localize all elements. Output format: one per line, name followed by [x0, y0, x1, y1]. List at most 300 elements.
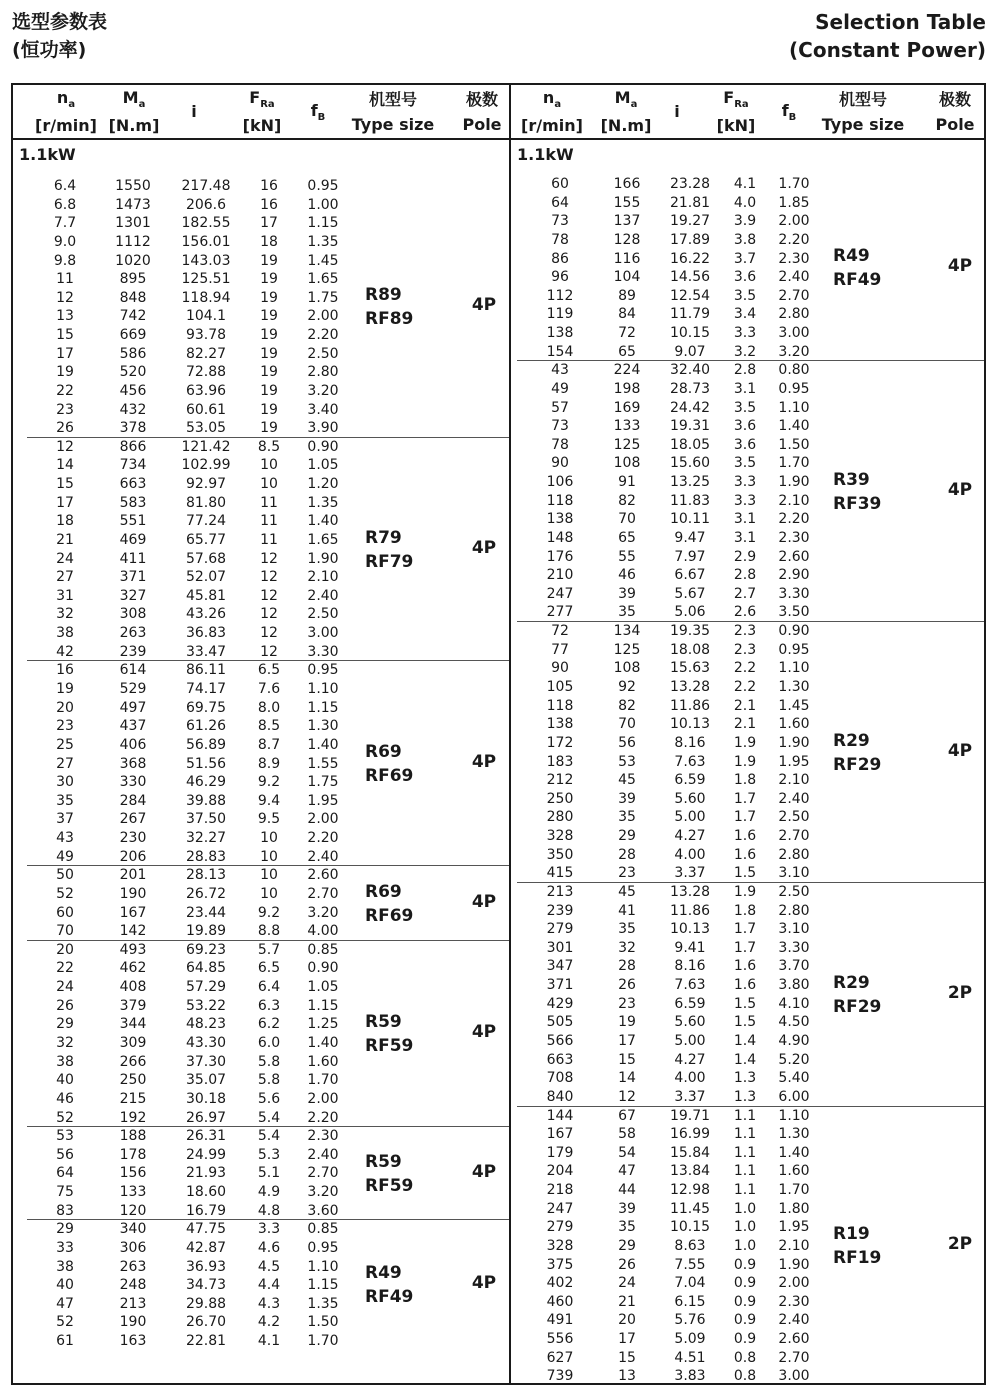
- cell-speed: 105: [546, 679, 574, 695]
- type-size-r: R39: [833, 469, 870, 490]
- cell-torque: 462: [119, 960, 147, 977]
- cell-torque: 39: [618, 1200, 636, 1217]
- cell-ratio: 43.30: [185, 1034, 227, 1051]
- cell-service-factor: 1.30: [778, 1126, 810, 1143]
- pole-label: 4P: [947, 740, 973, 761]
- cell-speed: 22: [56, 382, 74, 399]
- cell-ratio: 16.99: [669, 1126, 711, 1143]
- cell-service-factor: 1.90: [778, 734, 810, 751]
- cell-service-factor: 1.15: [307, 997, 339, 1014]
- pole-label: 4P: [471, 1161, 497, 1182]
- cell-service-factor: 1.75: [307, 289, 339, 306]
- cell-ratio: 182.55: [181, 215, 231, 232]
- cell-service-factor: 1.20: [307, 476, 339, 493]
- cell-torque: 45: [618, 772, 636, 789]
- cell-service-factor: 0.90: [307, 960, 339, 977]
- cell-ratio: 3.83: [674, 1368, 706, 1385]
- header-fb-symbol: [782, 98, 797, 126]
- cell-ratio: 26.72: [185, 885, 227, 902]
- table-row: [511, 771, 984, 790]
- header-fb-subscript: B: [788, 111, 797, 123]
- cell-speed: 112: [546, 287, 574, 304]
- cell-torque: 239: [119, 643, 147, 660]
- cell-torque: 406: [119, 736, 147, 753]
- header-pole-cn: 极数: [938, 89, 971, 109]
- cell-radial-load: 11: [260, 513, 278, 530]
- type-size-label: [833, 1222, 881, 1270]
- cell-speed: 32: [56, 606, 74, 623]
- cell-speed: 138: [546, 325, 574, 342]
- cell-service-factor: 3.30: [778, 585, 810, 602]
- cell-speed: 402: [546, 1275, 574, 1292]
- cell-speed: 27: [56, 569, 74, 586]
- cell-speed: 49: [56, 848, 74, 865]
- cell-radial-load: 6.0: [257, 1034, 281, 1051]
- cell-speed: 328: [546, 1237, 574, 1254]
- cell-ratio: 12.54: [669, 287, 711, 304]
- cell-torque: 125: [613, 436, 641, 453]
- header-ma-symbol: [615, 85, 638, 113]
- table-row: [511, 641, 984, 660]
- table-row: [13, 997, 509, 1016]
- cell-radial-load: 19: [260, 382, 278, 399]
- cell-radial-load: 12: [260, 569, 278, 586]
- cell-torque: 12: [618, 1088, 636, 1105]
- cell-service-factor: 3.20: [307, 382, 339, 399]
- cell-speed: 460: [546, 1293, 574, 1310]
- cell-radial-load: 0.8: [733, 1368, 757, 1385]
- cell-radial-load: 9.2: [257, 774, 281, 791]
- cell-radial-load: 1.1: [733, 1126, 757, 1143]
- cell-radial-load: 18: [260, 233, 278, 250]
- header-ma-symbol: [123, 85, 146, 113]
- cell-torque: 20: [618, 1312, 636, 1329]
- table-row: [13, 978, 509, 997]
- cell-speed: 106: [546, 474, 574, 491]
- table-row: [511, 1349, 984, 1368]
- cell-ratio: 5.00: [674, 809, 706, 826]
- cell-torque: 327: [119, 587, 147, 604]
- cell-speed: 90: [551, 660, 569, 677]
- type-size-r: R29: [833, 972, 870, 993]
- cell-speed: 33: [56, 1239, 74, 1256]
- cell-speed: 46: [56, 1090, 74, 1107]
- cell-ratio: 19.35: [669, 623, 711, 640]
- cell-torque: 24: [618, 1275, 636, 1292]
- cell-radial-load: 1.1: [733, 1163, 757, 1180]
- table-row: [13, 848, 509, 867]
- cell-torque: 224: [613, 362, 641, 379]
- cell-speed: 6.4: [53, 178, 77, 194]
- cell-ratio: 72.88: [185, 364, 227, 381]
- cell-service-factor: 1.55: [307, 755, 339, 772]
- cell-ratio: 82.27: [185, 345, 227, 362]
- cell-torque: 29: [618, 1237, 636, 1254]
- cell-ratio: 45.81: [185, 587, 227, 604]
- cell-radial-load: 8.7: [257, 736, 281, 753]
- cell-speed: 328: [546, 828, 574, 845]
- table-row: [511, 1051, 984, 1070]
- cell-speed: 38: [56, 1053, 74, 1070]
- cell-radial-load: 3.6: [733, 418, 757, 435]
- cell-radial-load: 1.5: [733, 1014, 757, 1031]
- cell-radial-load: 2.6: [733, 604, 757, 621]
- table-row: [13, 699, 509, 718]
- type-size-r: R59: [365, 1011, 402, 1032]
- cell-radial-load: 19: [260, 420, 278, 437]
- cell-speed: 9.0: [53, 233, 77, 250]
- cell-speed: 90: [551, 455, 569, 472]
- cell-speed: 70: [56, 923, 74, 940]
- cell-torque: 166: [613, 176, 641, 192]
- cell-ratio: 13.84: [669, 1163, 711, 1180]
- cell-ratio: 9.47: [674, 529, 706, 546]
- cell-speed: 138: [546, 511, 574, 528]
- cell-ratio: 217.48: [181, 178, 231, 194]
- cell-service-factor: 2.10: [778, 492, 810, 509]
- pole-label: 4P: [471, 537, 497, 558]
- cell-speed: 24: [56, 550, 74, 567]
- cell-radial-load: 0.9: [733, 1312, 757, 1329]
- table-row: [13, 382, 509, 401]
- header-type: [343, 85, 443, 138]
- cell-radial-load: 6.3: [257, 997, 281, 1014]
- cell-speed: 663: [546, 1051, 574, 1068]
- table-row: [511, 939, 984, 958]
- cell-ratio: 33.47: [185, 643, 227, 660]
- selection-table: [11, 83, 986, 1385]
- table-row: [511, 454, 984, 473]
- cell-radial-load: 10: [260, 867, 278, 884]
- table-row: [13, 1220, 509, 1239]
- cell-ratio: 7.63: [674, 753, 706, 770]
- cell-torque: 1020: [115, 252, 151, 269]
- type-size-rf: RF49: [833, 270, 882, 291]
- cell-torque: 23: [618, 995, 636, 1012]
- table-row: [13, 773, 509, 792]
- cell-torque: 344: [119, 1016, 147, 1033]
- table-row: [511, 529, 984, 548]
- header-i-symbol: i: [674, 102, 680, 121]
- cell-service-factor: 1.80: [778, 1200, 810, 1217]
- table-row: [13, 717, 509, 736]
- cell-speed: 12: [56, 438, 74, 455]
- cell-torque: 330: [119, 774, 147, 791]
- header-na-subscript: a: [68, 99, 76, 110]
- cell-service-factor: 3.00: [307, 625, 339, 642]
- cell-radial-load: 2.2: [733, 679, 757, 695]
- type-size-rf: RF49: [365, 1287, 414, 1308]
- cell-speed: 23: [56, 401, 74, 418]
- cell-torque: 1112: [115, 233, 151, 250]
- cell-radial-load: 1.6: [733, 958, 757, 975]
- cell-ratio: 39.88: [185, 792, 227, 809]
- cell-service-factor: 2.90: [778, 567, 810, 584]
- cell-service-factor: 1.15: [307, 1277, 339, 1294]
- table-row: [511, 957, 984, 976]
- cell-service-factor: 2.30: [778, 250, 810, 267]
- cell-speed: 32: [56, 1034, 74, 1051]
- table-row: [13, 661, 509, 680]
- cell-speed: 72: [551, 623, 569, 640]
- cell-ratio: 7.63: [674, 977, 706, 994]
- cell-torque: 493: [119, 941, 147, 958]
- cell-torque: 55: [618, 548, 636, 565]
- table-row: [13, 792, 509, 811]
- cell-ratio: 9.07: [674, 343, 706, 360]
- cell-torque: 206: [119, 848, 147, 865]
- cell-service-factor: 3.00: [778, 325, 810, 342]
- cell-torque: 156: [119, 1165, 147, 1182]
- cell-ratio: 9.41: [674, 939, 706, 956]
- header-i-symbol: i: [191, 102, 197, 121]
- cell-torque: 65: [618, 529, 636, 546]
- cell-radial-load: 3.5: [733, 455, 757, 472]
- pole-label: 2P: [947, 982, 973, 1003]
- cell-torque: 133: [613, 418, 641, 435]
- table-row: [511, 976, 984, 995]
- cell-ratio: 10.11: [669, 511, 711, 528]
- table-row: [511, 1218, 984, 1237]
- cell-service-factor: 2.20: [307, 1109, 339, 1126]
- cell-ratio: 32.27: [185, 830, 227, 847]
- cell-radial-load: 4.1: [733, 176, 757, 192]
- cell-service-factor: 3.70: [778, 958, 810, 975]
- cell-service-factor: 2.70: [778, 1349, 810, 1366]
- cell-service-factor: 1.30: [307, 718, 339, 735]
- cell-radial-load: 3.5: [733, 287, 757, 304]
- cell-torque: 104: [613, 269, 641, 286]
- type-size-r: R69: [365, 881, 402, 902]
- cell-torque: 15: [618, 1051, 636, 1068]
- cell-radial-load: 5.7: [257, 941, 281, 958]
- type-size-label: [365, 740, 413, 788]
- cell-radial-load: 2.3: [733, 623, 757, 640]
- cell-service-factor: 2.10: [307, 569, 339, 586]
- cell-speed: 22: [56, 960, 74, 977]
- cell-torque: 1301: [115, 215, 151, 232]
- cell-speed: 9.8: [53, 252, 77, 269]
- cell-torque: 14: [618, 1070, 636, 1087]
- cell-speed: 52: [56, 885, 74, 902]
- table-row: [511, 250, 984, 269]
- cell-radial-load: 3.1: [733, 511, 757, 528]
- table-row: [511, 753, 984, 772]
- pole-label: 4P: [471, 751, 497, 772]
- cell-service-factor: 1.90: [778, 1256, 810, 1273]
- cell-ratio: 16.79: [185, 1202, 227, 1219]
- cell-torque: 213: [119, 1295, 147, 1312]
- cell-torque: 848: [119, 289, 147, 306]
- header-ma-letter: M: [614, 88, 631, 107]
- type-size-r: R69: [365, 741, 402, 762]
- cell-torque: 215: [119, 1090, 147, 1107]
- cell-torque: 45: [618, 883, 636, 900]
- cell-speed: 213: [546, 883, 574, 900]
- cell-ratio: 5.09: [674, 1331, 706, 1348]
- cell-speed: 56: [56, 1146, 74, 1163]
- table-row: [13, 1127, 509, 1146]
- cell-radial-load: 3.4: [733, 306, 757, 323]
- cell-speed: 20: [56, 699, 74, 716]
- header-fra: [711, 85, 761, 138]
- cell-speed: 119: [546, 306, 574, 323]
- table-row: [13, 233, 509, 252]
- cell-ratio: 37.50: [185, 811, 227, 828]
- cell-ratio: 28.83: [185, 848, 227, 865]
- cell-service-factor: 2.00: [778, 1275, 810, 1292]
- table-header: [511, 85, 984, 140]
- cell-radial-load: 9.4: [257, 792, 281, 809]
- cell-service-factor: 2.70: [778, 287, 810, 304]
- cell-service-factor: 1.00: [307, 196, 339, 213]
- cell-torque: 46: [618, 567, 636, 584]
- cell-speed: 11: [56, 271, 74, 288]
- cell-ratio: 5.60: [674, 1014, 706, 1031]
- cell-service-factor: 3.10: [778, 865, 810, 882]
- cell-service-factor: 1.10: [778, 399, 810, 416]
- table-row: [511, 697, 984, 716]
- header-fra-subscript: Ra: [734, 99, 749, 110]
- cell-speed: 15: [56, 476, 74, 493]
- cell-torque: 17: [618, 1032, 636, 1049]
- header-type-en: Type size: [351, 114, 435, 134]
- table-row: [13, 214, 509, 233]
- cell-radial-load: 2.2: [733, 660, 757, 677]
- table-row: [13, 419, 509, 438]
- cell-service-factor: 1.65: [307, 531, 339, 548]
- cell-torque: 82: [618, 492, 636, 509]
- cell-speed: 27: [56, 755, 74, 772]
- cell-radial-load: 19: [260, 289, 278, 306]
- type-size-r: R89: [365, 285, 402, 306]
- cell-service-factor: 0.85: [307, 1221, 339, 1238]
- cell-speed: 61: [56, 1333, 74, 1350]
- cell-radial-load: 19: [260, 364, 278, 381]
- type-size-label: [365, 283, 413, 331]
- cell-ratio: 51.56: [185, 755, 227, 772]
- cell-torque: 92: [618, 679, 636, 695]
- cell-radial-load: 5.4: [257, 1109, 281, 1126]
- cell-ratio: 61.26: [185, 718, 227, 735]
- cell-torque: 163: [119, 1333, 147, 1350]
- table-row: [13, 1109, 509, 1128]
- cell-service-factor: 0.90: [778, 623, 810, 640]
- table-row: [13, 1313, 509, 1332]
- cell-radial-load: 4.9: [257, 1184, 281, 1201]
- cell-speed: 148: [546, 529, 574, 546]
- cell-ratio: 77.24: [185, 513, 227, 530]
- cell-torque: 134: [613, 623, 641, 640]
- cell-torque: 190: [119, 1314, 147, 1331]
- cell-speed: 347: [546, 958, 574, 975]
- table-row: [13, 550, 509, 569]
- table-row: [511, 715, 984, 734]
- table-row: [511, 790, 984, 809]
- cell-radial-load: 7.6: [257, 681, 281, 697]
- cell-radial-load: 1.4: [733, 1051, 757, 1068]
- cell-torque: 72: [618, 325, 636, 342]
- header-ma-letter: M: [122, 88, 139, 107]
- table-row: [13, 643, 509, 662]
- cell-service-factor: 2.00: [307, 308, 339, 325]
- type-size-rf: RF29: [833, 996, 882, 1017]
- table-row: [511, 305, 984, 324]
- table-row: [13, 736, 509, 755]
- cell-torque: 469: [119, 531, 147, 548]
- cell-service-factor: 3.20: [307, 904, 339, 921]
- cell-speed: 415: [546, 865, 574, 882]
- table-row: [13, 252, 509, 271]
- header-type-cn: 机型号: [838, 89, 887, 109]
- cell-service-factor: 1.10: [778, 1107, 810, 1124]
- type-size-r: R49: [833, 246, 870, 267]
- table-row: [511, 734, 984, 753]
- cell-radial-load: 2.9: [733, 548, 757, 565]
- cell-radial-load: 1.9: [733, 734, 757, 751]
- cell-radial-load: 10: [260, 830, 278, 847]
- cell-service-factor: 1.05: [307, 979, 339, 996]
- cell-speed: 176: [546, 548, 574, 565]
- cell-torque: 39: [618, 790, 636, 807]
- cell-speed: 17: [56, 494, 74, 511]
- cell-ratio: 24.99: [185, 1146, 227, 1163]
- cell-service-factor: 2.10: [778, 1237, 810, 1254]
- cell-radial-load: 1.6: [733, 846, 757, 863]
- header-na-subscript: a: [554, 99, 562, 110]
- cell-torque: 1473: [115, 196, 151, 213]
- table-row: [13, 1053, 509, 1072]
- cell-radial-load: 8.5: [257, 438, 281, 455]
- cell-radial-load: 8.9: [257, 755, 281, 772]
- cell-torque: 309: [119, 1034, 147, 1051]
- cell-ratio: 21.93: [185, 1165, 227, 1182]
- cell-service-factor: 1.70: [307, 1072, 339, 1089]
- cell-torque: 84: [618, 306, 636, 323]
- cell-ratio: 3.37: [674, 865, 706, 882]
- cell-service-factor: 1.95: [307, 792, 339, 809]
- table-row: [511, 1144, 984, 1163]
- cell-torque: 70: [618, 511, 636, 528]
- cell-ratio: 36.83: [185, 625, 227, 642]
- cell-speed: 350: [546, 846, 574, 863]
- cell-ratio: 30.18: [185, 1090, 227, 1107]
- cell-ratio: 4.00: [674, 846, 706, 863]
- cell-speed: 371: [546, 977, 574, 994]
- cell-service-factor: 2.50: [778, 883, 810, 900]
- cell-torque: 155: [613, 194, 641, 211]
- cell-service-factor: 2.50: [307, 345, 339, 362]
- cell-ratio: 34.73: [185, 1277, 227, 1294]
- cell-torque: 340: [119, 1221, 147, 1238]
- cell-torque: 125: [613, 641, 641, 658]
- cell-ratio: 52.07: [185, 569, 227, 586]
- header-na-letter: n: [542, 88, 555, 107]
- cell-ratio: 118.94: [181, 289, 231, 306]
- table-row: [511, 1330, 984, 1349]
- table-row: [13, 1164, 509, 1183]
- title-cn-line1: 选型参数表: [12, 11, 108, 33]
- table-row: [511, 399, 984, 418]
- cell-radial-load: 0.9: [733, 1275, 757, 1292]
- cell-speed: 154: [546, 343, 574, 360]
- cell-service-factor: 2.70: [307, 885, 339, 902]
- cell-speed: 42: [56, 643, 74, 660]
- cell-service-factor: 1.05: [307, 457, 339, 474]
- cell-speed: 73: [551, 213, 569, 230]
- cell-speed: 21: [56, 531, 74, 548]
- cell-radial-load: 1.7: [733, 921, 757, 938]
